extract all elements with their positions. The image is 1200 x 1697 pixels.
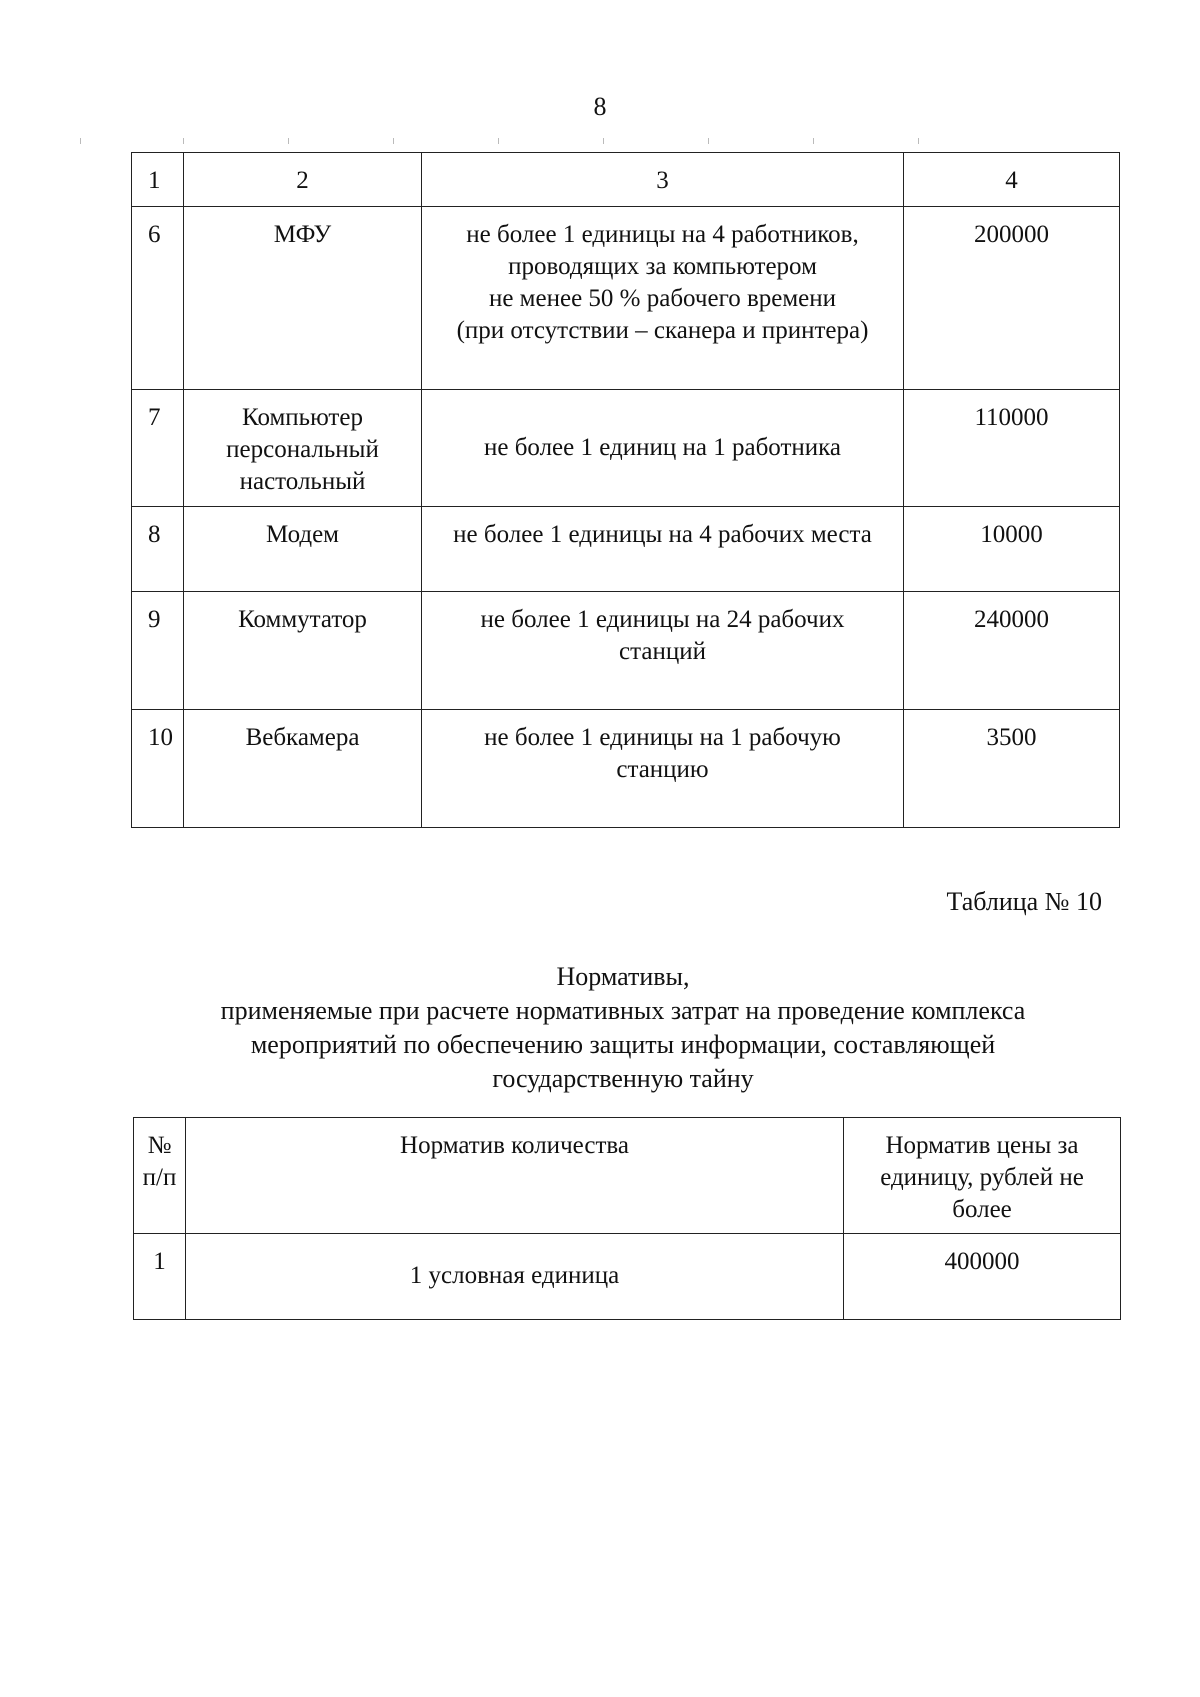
quantity-norm: не более 1 единиц на 1 работника <box>422 390 904 507</box>
header-cell: 2 <box>184 153 422 207</box>
row-number: 1 <box>134 1234 186 1320</box>
equipment-norms-table <box>131 152 1120 828</box>
row-number: 9 <box>132 592 184 710</box>
header-cell: 3 <box>422 153 904 207</box>
row-number: 10 <box>132 710 184 828</box>
price-norm: 400000 <box>844 1234 1121 1320</box>
row-number: 7 <box>132 390 184 507</box>
header-price: Норматив цены за единицу, рублей не более <box>844 1118 1121 1234</box>
row-number: 6 <box>132 207 184 390</box>
table-header-row <box>134 1118 1121 1234</box>
header-cell: 1 <box>132 153 184 207</box>
price-norm: 200000 <box>904 207 1120 390</box>
security-norms-table <box>133 1117 1121 1320</box>
table-caption: Таблица № 10 <box>946 887 1102 916</box>
table-row <box>132 507 1120 592</box>
price-norm: 240000 <box>904 592 1120 710</box>
quantity-norm: не более 1 единицы на 1 рабочую станцию <box>422 710 904 828</box>
row-number: 8 <box>132 507 184 592</box>
table-header-row <box>132 153 1120 207</box>
header-cell: 4 <box>904 153 1120 207</box>
quantity-norm: не более 1 единицы на 4 работников, проводящих за компьютером не менее 50 % рабочего времени (при отсутствии – сканера и принтера) <box>422 207 904 390</box>
price-norm: 3500 <box>904 710 1120 828</box>
table-row <box>132 710 1120 828</box>
table-row <box>134 1234 1121 1320</box>
quantity-norm: не более 1 единицы на 24 рабочих станций <box>422 592 904 710</box>
scan-marks <box>80 138 960 144</box>
table-row <box>132 592 1120 710</box>
section-title: Нормативы, применяемые при расчете нормативных затрат на проведение комплекса мероприятий по обеспечению защиты информации, составляющей государственную тайну <box>220 962 1026 1093</box>
item-name: Компьютер персональный настольный <box>184 390 422 507</box>
table-row <box>132 207 1120 390</box>
header-quantity: Норматив количества <box>186 1118 844 1234</box>
item-name: МФУ <box>184 207 422 390</box>
header-number: № п/п <box>134 1118 186 1234</box>
quantity-norm: 1 условная единица <box>186 1234 844 1320</box>
quantity-norm: не более 1 единицы на 4 рабочих места <box>422 507 904 592</box>
table-row <box>132 390 1120 507</box>
item-name: Вебкамера <box>184 710 422 828</box>
item-name: Коммутатор <box>184 592 422 710</box>
price-norm: 110000 <box>904 390 1120 507</box>
price-norm: 10000 <box>904 507 1120 592</box>
item-name: Модем <box>184 507 422 592</box>
page-number: 8 <box>593 92 607 121</box>
